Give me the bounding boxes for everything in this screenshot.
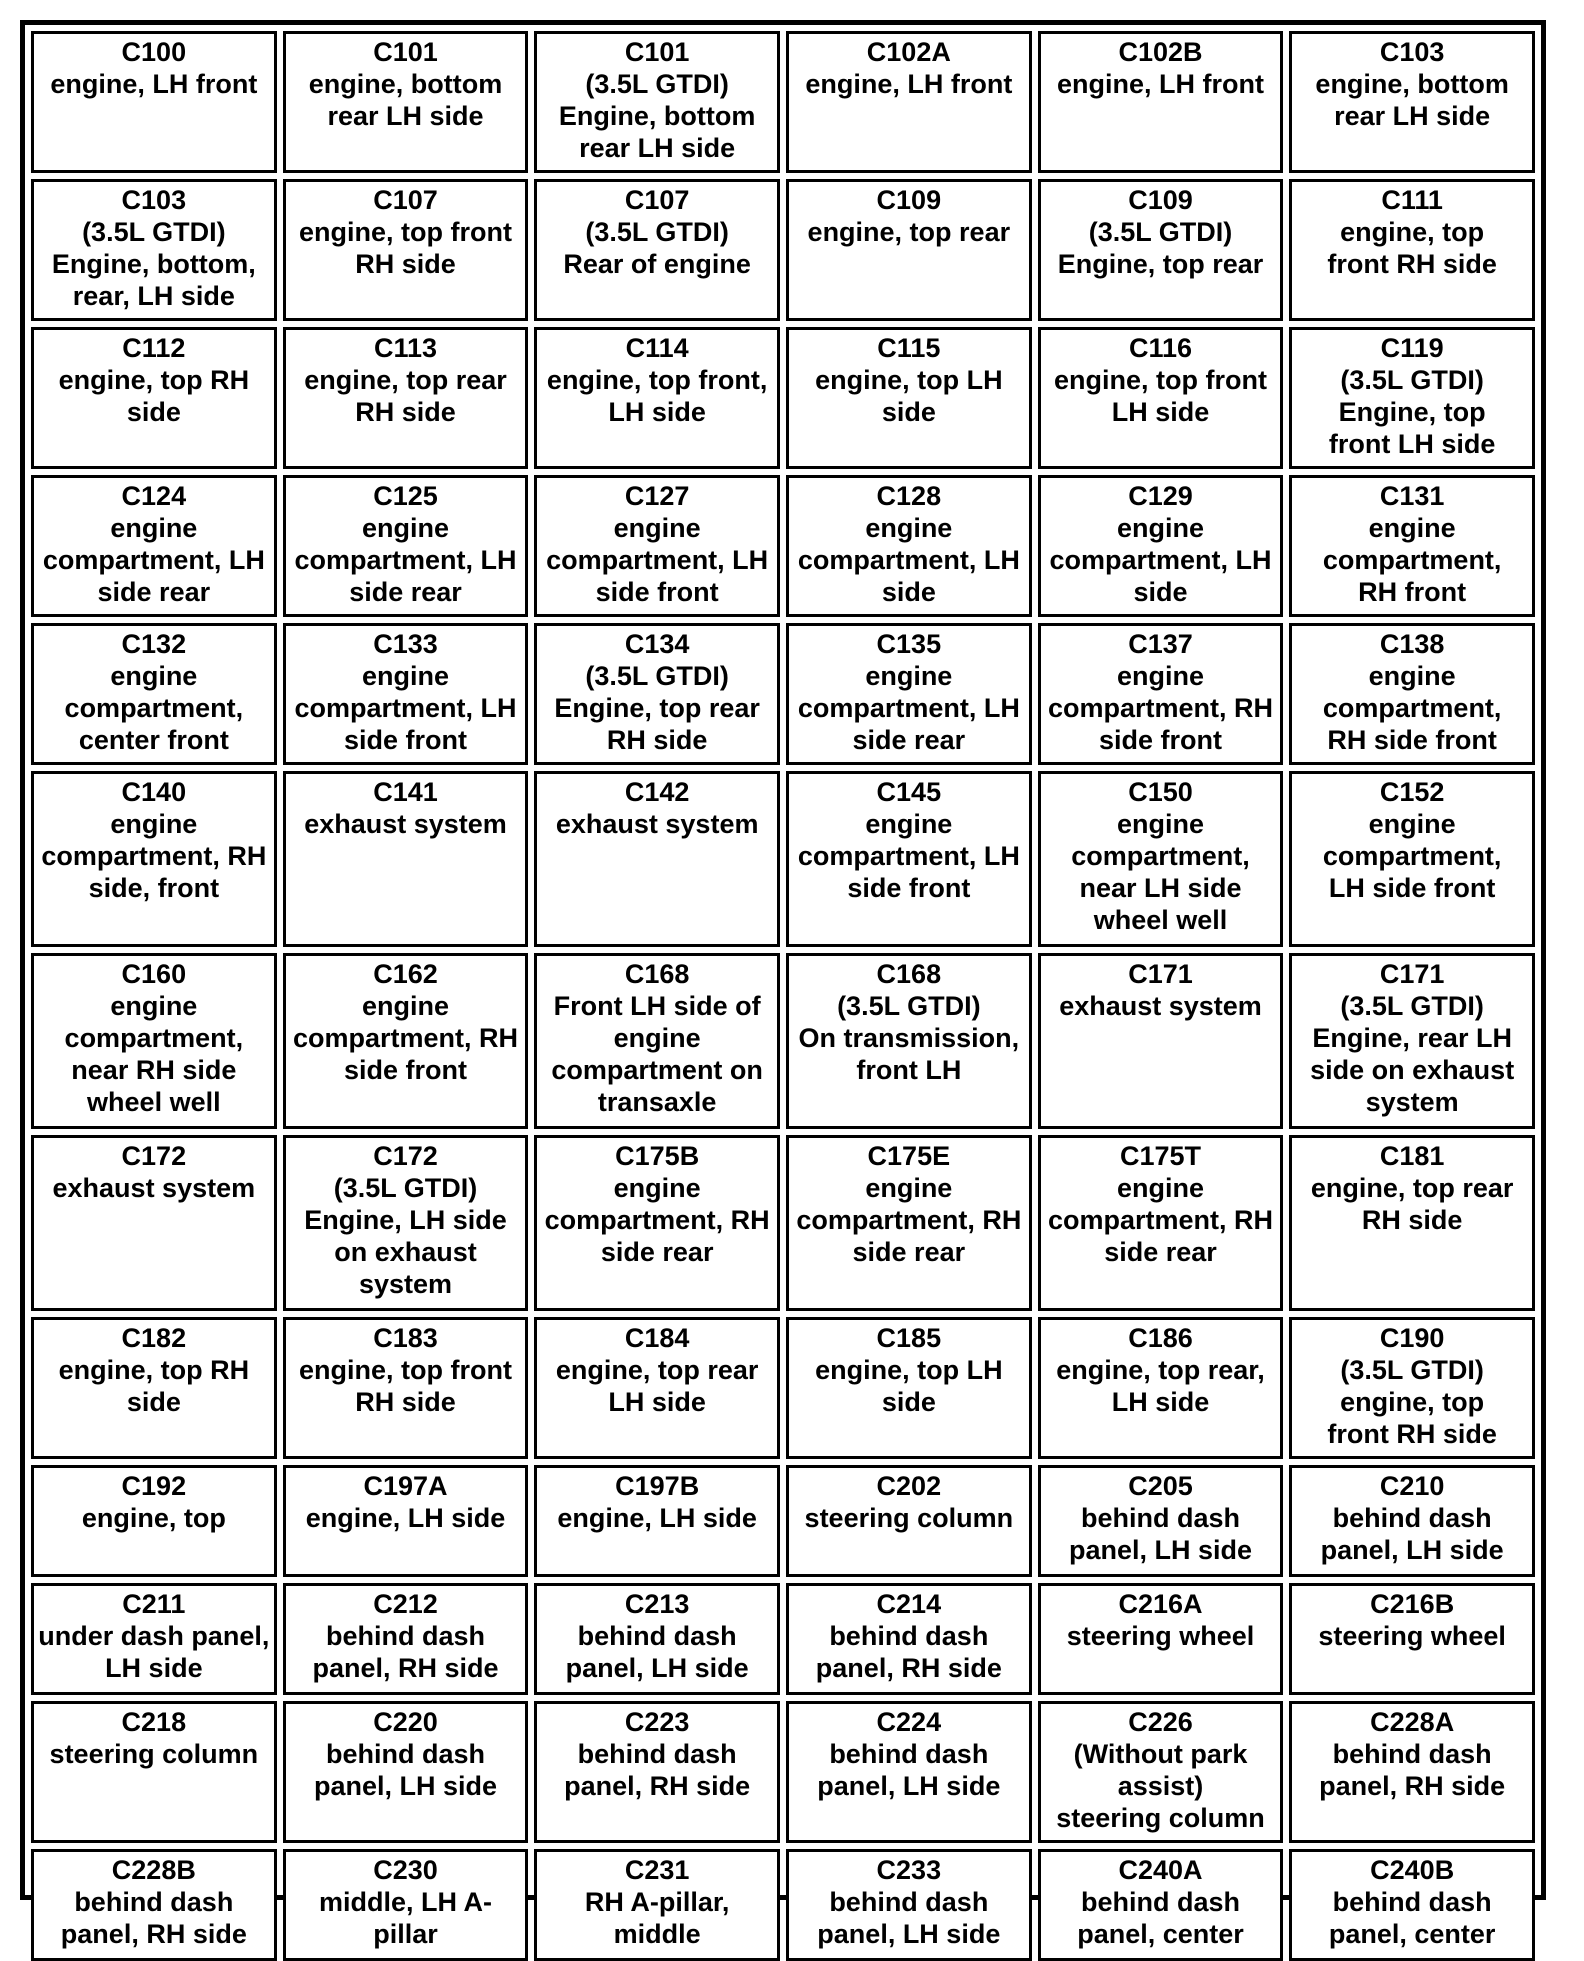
connector-cell: C133 engine compartment, LH side front [283, 623, 529, 765]
connector-cell: C140 engine compartment, RH side, front [31, 771, 277, 947]
connector-cell: C107 engine, top front RH side [283, 179, 529, 321]
connector-cell: C205 behind dash panel, LH side [1038, 1465, 1284, 1577]
connector-cell: C213 behind dash panel, LH side [534, 1583, 780, 1695]
connector-cell: C131 engine compartment, RH front [1289, 475, 1535, 617]
connector-cell: C103 (3.5L GTDI) Engine, bottom, rear, LH side [31, 179, 277, 321]
connector-cell: C212 behind dash panel, RH side [283, 1583, 529, 1695]
connector-cell: C240A behind dash panel, center [1038, 1849, 1284, 1961]
connector-cell: C175T engine compartment, RH side rear [1038, 1135, 1284, 1311]
connector-cell: C103 engine, bottom rear LH side [1289, 31, 1535, 173]
connector-cell: C127 engine compartment, LH side front [534, 475, 780, 617]
connector-cell: C111 engine, top front RH side [1289, 179, 1535, 321]
connector-cell: C135 engine compartment, LH side rear [786, 623, 1032, 765]
connector-cell: C101 engine, bottom rear LH side [283, 31, 529, 173]
connector-cell: C224 behind dash panel, LH side [786, 1701, 1032, 1843]
connector-cell: C115 engine, top LH side [786, 327, 1032, 469]
connector-cell: C210 behind dash panel, LH side [1289, 1465, 1535, 1577]
connector-cell: C181 engine, top rear RH side [1289, 1135, 1535, 1311]
connector-cell: C129 engine compartment, LH side [1038, 475, 1284, 617]
connector-cell: C214 behind dash panel, RH side [786, 1583, 1032, 1695]
connector-cell: C230 middle, LH A- pillar [283, 1849, 529, 1961]
connector-cell: C100 engine, LH front [31, 31, 277, 173]
connector-cell: C162 engine compartment, RH side front [283, 953, 529, 1129]
connector-cell: C168 (3.5L GTDI) On transmission, front LH [786, 953, 1032, 1129]
connector-cell: C233 behind dash panel, LH side [786, 1849, 1032, 1961]
connector-cell: C116 engine, top front LH side [1038, 327, 1284, 469]
connector-cell: C171 (3.5L GTDI) Engine, rear LH side on exhaust system [1289, 953, 1535, 1129]
connector-cell: C134 (3.5L GTDI) Engine, top rear RH side [534, 623, 780, 765]
connector-cell: C220 behind dash panel, LH side [283, 1701, 529, 1843]
connector-cell: C109 engine, top rear [786, 179, 1032, 321]
connector-cell: C168 Front LH side of engine compartment on transaxle [534, 953, 780, 1129]
connector-cell: C211 under dash panel, LH side [31, 1583, 277, 1695]
connector-cell: C124 engine compartment, LH side rear [31, 475, 277, 617]
connector-cell: C109 (3.5L GTDI) Engine, top rear [1038, 179, 1284, 321]
connector-cell: C226 (Without park assist) steering column [1038, 1701, 1284, 1843]
connector-cell: C102B engine, LH front [1038, 31, 1284, 173]
connector-cell: C216A steering wheel [1038, 1583, 1284, 1695]
connector-cell: C132 engine compartment, center front [31, 623, 277, 765]
connector-cell: C216B steering wheel [1289, 1583, 1535, 1695]
connector-cell: C112 engine, top RH side [31, 327, 277, 469]
connector-cell: C231 RH A-pillar, middle [534, 1849, 780, 1961]
connector-cell: C182 engine, top RH side [31, 1317, 277, 1459]
connector-cell: C101 (3.5L GTDI) Engine, bottom rear LH side [534, 31, 780, 173]
connector-cell: C190 (3.5L GTDI) engine, top front RH side [1289, 1317, 1535, 1459]
connector-cell: C175B engine compartment, RH side rear [534, 1135, 780, 1311]
connector-cell: C152 engine compartment, LH side front [1289, 771, 1535, 947]
connector-cell: C113 engine, top rear RH side [283, 327, 529, 469]
connector-cell: C197B engine, LH side [534, 1465, 780, 1577]
connector-cell: C185 engine, top LH side [786, 1317, 1032, 1459]
connector-cell: C107 (3.5L GTDI) Rear of engine [534, 179, 780, 321]
connector-cell: C171 exhaust system [1038, 953, 1284, 1129]
connector-location-table [20, 20, 1546, 1949]
connector-cell: C184 engine, top rear LH side [534, 1317, 780, 1459]
connector-cell: C197A engine, LH side [283, 1465, 529, 1577]
connector-cell: C218 steering column [31, 1701, 277, 1843]
connector-cell: C128 engine compartment, LH side [786, 475, 1032, 617]
connector-cell: C114 engine, top front, LH side [534, 327, 780, 469]
connector-cell: C102A engine, LH front [786, 31, 1032, 173]
connector-cell: C142 exhaust system [534, 771, 780, 947]
connector-cell: C240B behind dash panel, center [1289, 1849, 1535, 1961]
connector-cell: C223 behind dash panel, RH side [534, 1701, 780, 1843]
connector-cell: C186 engine, top rear, LH side [1038, 1317, 1284, 1459]
connector-cell: C172 exhaust system [31, 1135, 277, 1311]
connector-cell: C145 engine compartment, LH side front [786, 771, 1032, 947]
connector-cell: C172 (3.5L GTDI) Engine, LH side on exhaust system [283, 1135, 529, 1311]
connector-cell: C160 engine compartment, near RH side wheel well [31, 953, 277, 1129]
connector-cell: C138 engine compartment, RH side front [1289, 623, 1535, 765]
connector-cell: C192 engine, top [31, 1465, 277, 1577]
connector-cell: C150 engine compartment, near LH side wheel well [1038, 771, 1284, 947]
connector-cell: C228B behind dash panel, RH side [31, 1849, 277, 1961]
connector-cell: C202 steering column [786, 1465, 1032, 1577]
connector-cell: C228A behind dash panel, RH side [1289, 1701, 1535, 1843]
connector-cell: C175E engine compartment, RH side rear [786, 1135, 1032, 1311]
connector-cell: C119 (3.5L GTDI) Engine, top front LH side [1289, 327, 1535, 469]
connector-cell: C137 engine compartment, RH side front [1038, 623, 1284, 765]
connector-cell: C125 engine compartment, LH side rear [283, 475, 529, 617]
connector-cell: C183 engine, top front RH side [283, 1317, 529, 1459]
connector-cell: C141 exhaust system [283, 771, 529, 947]
